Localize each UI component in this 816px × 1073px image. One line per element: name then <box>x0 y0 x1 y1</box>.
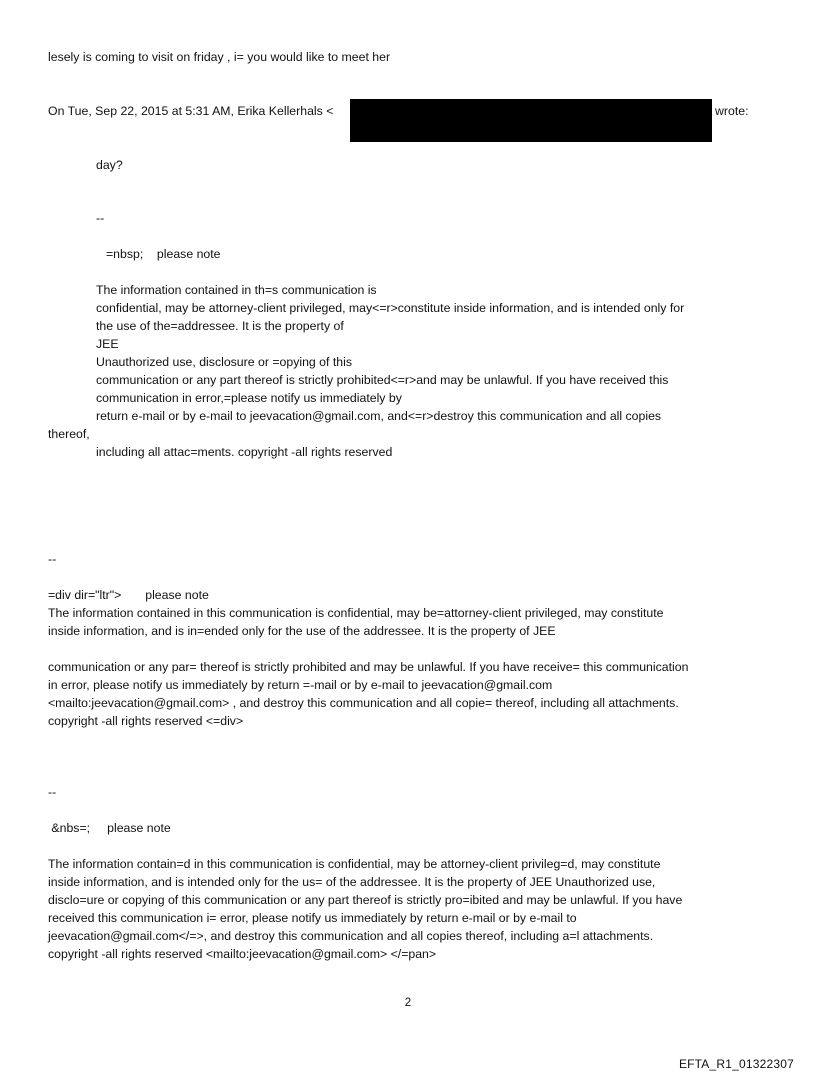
disclaimer-line: received this communication i= error, please notify us immediately by return e-mail or by e-mail to <box>48 911 577 925</box>
disclaimer-line: inside information, and is intended only for the us= of the addressee. It is the property of JEE Unauthorized use, <box>48 875 656 889</box>
disclaimer-line: JEE <box>96 337 119 351</box>
disclaimer-line: copyright -all rights reserved <mailto:jeevacation@gmail.com> </=pan> <box>48 947 437 961</box>
disclaimer-line: The information contain=d in this communication is confidential, may be attorney-client privileg=d, may constitute <box>48 857 661 871</box>
bates-number: EFTA_R1_01322307 <box>678 1057 794 1071</box>
signature-separator: -- <box>48 552 57 566</box>
quoted-question: day? <box>96 158 123 172</box>
disclaimer-line: communication or any part thereof is strictly prohibited<=r>and may be unlawful. If you have received this <box>96 373 669 387</box>
note-line: =div dir="ltr"> please note <box>48 588 209 602</box>
note-line: &nbs=; please note <box>48 821 171 835</box>
disclaimer-line: communication or any par= thereof is strictly prohibited and may be unlawful. If you have receive= this communication <box>48 660 689 674</box>
disclaimer-line: return e-mail or by e-mail to jeevacation@gmail.com, and<=r>destroy this communication and all copies <box>96 409 662 423</box>
disclaimer-line: confidential, may be attorney-client privileged, may<=r>constitute inside information, and is intended only for <box>96 301 685 315</box>
signature-separator: -- <box>48 785 57 799</box>
reply-body: lesely is coming to visit on friday , i= you would like to meet her <box>48 50 391 64</box>
disclaimer-line: jeevacation@gmail.com</=>, and destroy this communication and all copies thereof, including a=l attachments. <box>48 929 654 943</box>
disclaimer-line: including all attac=ments. copyright -all rights reserved <box>96 445 393 459</box>
disclaimer-line: <mailto:jeevacation@gmail.com> , and destroy this communication and all copie= thereof, including all attachments. <box>48 696 679 710</box>
disclaimer-line: thereof, <box>48 427 90 441</box>
note-line: =nbsp; please note <box>106 247 221 261</box>
disclaimer-line: communication in error,=please notify us immediately by <box>96 391 402 405</box>
page-number: 2 <box>404 997 412 1009</box>
disclaimer-line: inside information, and is in=ended only for the use of the addressee. It is the property of JEE <box>48 624 556 638</box>
disclaimer-line: Unauthorized use, disclosure or =opying of this <box>96 355 352 369</box>
disclaimer-line: The information contained in th=s communication is <box>96 283 377 297</box>
attribution-line: On Tue, Sep 22, 2015 at 5:31 AM, Erika Kellerhals < <box>48 104 334 118</box>
redaction-box <box>350 99 712 142</box>
disclaimer-line: copyright -all rights reserved <=div> <box>48 714 244 728</box>
disclaimer-line: in error, please notify us immediately by return =-mail or by e-mail to jeevacation@gmail.com <box>48 678 553 692</box>
signature-separator: -- <box>96 211 105 225</box>
disclaimer-line: The information contained in this communication is confidential, may be=attorney-client privileged, may constitute <box>48 606 664 620</box>
disclaimer-line: the use of the=addressee. It is the property of <box>96 319 344 333</box>
disclaimer-line: disclo=ure or copying of this communication or any part thereof is strictly pro=ibited and may be unlawful. If you have <box>48 893 683 907</box>
attribution-wrote: wrote: <box>715 104 749 118</box>
